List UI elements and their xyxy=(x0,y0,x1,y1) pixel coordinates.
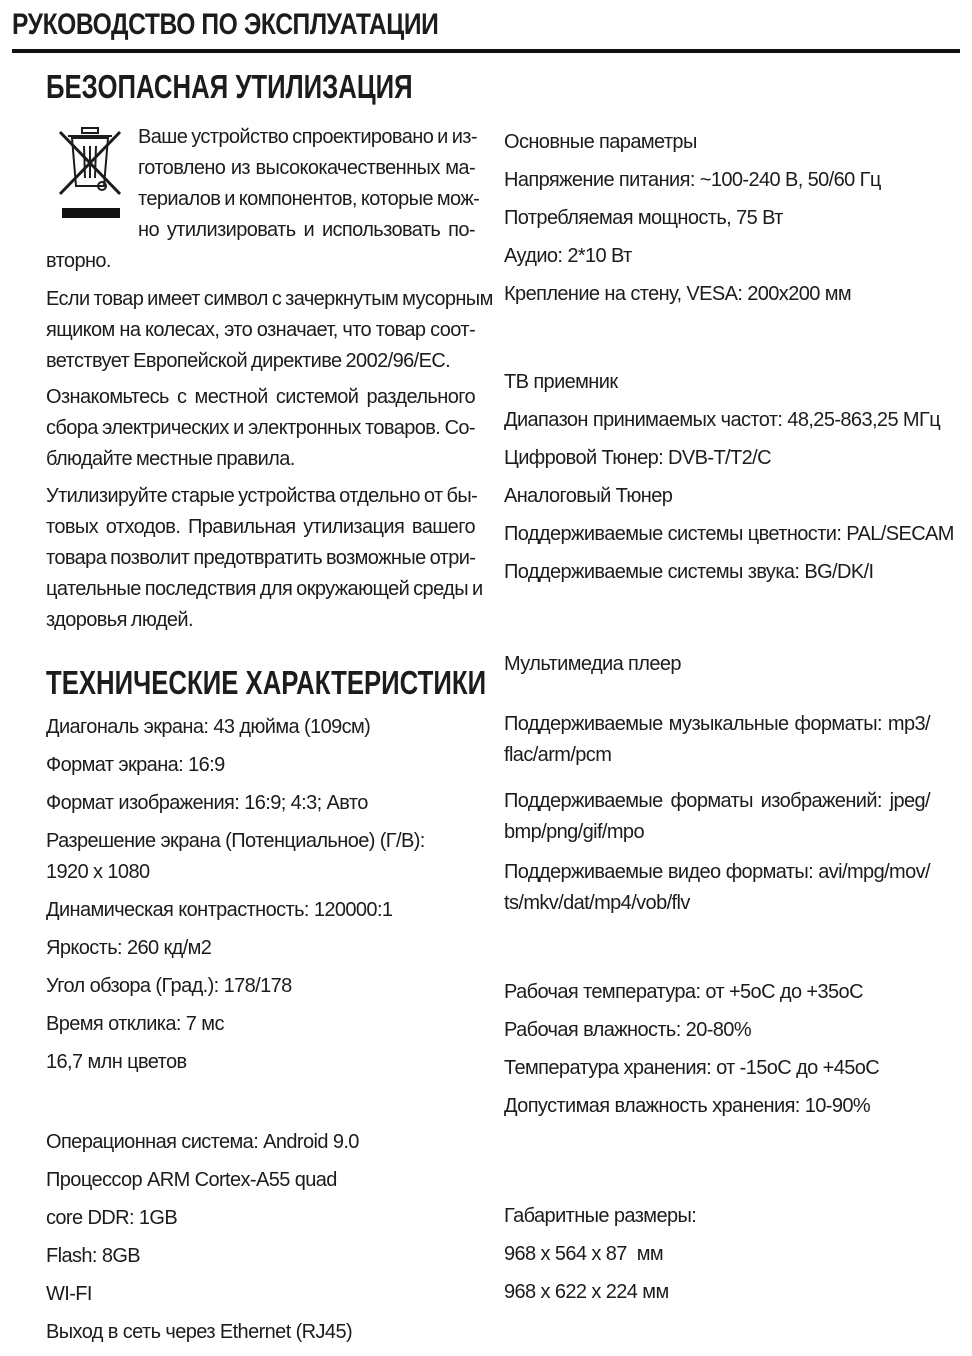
media-image-formats xyxy=(504,786,930,848)
spec-list-system xyxy=(46,1127,359,1355)
text-line: блюдайте местные правила. xyxy=(46,448,295,470)
text-line: товара позволит предотвратить возможные отри- xyxy=(46,547,476,569)
disposal-paragraph-1-end xyxy=(46,246,475,277)
text-line: bmp/png/gif/mpo xyxy=(504,821,644,843)
spec-line: 968 x 564 x 87 мм xyxy=(504,1243,664,1265)
spec-line: 968 x 622 x 224 мм xyxy=(504,1281,669,1303)
spec-line: Разрешение экрана (Потенциальное) (Г/В): xyxy=(46,830,425,852)
spec-line: Потребляемая мощность, 75 Вт xyxy=(504,207,783,229)
text-line: здоровья людей. xyxy=(46,609,193,631)
disposal-paragraph-2 xyxy=(46,284,493,377)
media-music-formats xyxy=(504,709,930,771)
spec-list-dimensions xyxy=(504,1201,696,1315)
text-line: готовлено из высококачественных ма- xyxy=(138,157,475,179)
spec-line: Время отклика: 7 мс xyxy=(46,1013,224,1035)
disposal-title: БЕЗОПАСНАЯ УТИЛИЗАЦИЯ xyxy=(46,68,413,105)
page-header-title: РУКОВОДСТВО ПО ЭКСПЛУАТАЦИИ xyxy=(12,8,439,41)
spec-list-environment xyxy=(504,977,879,1129)
text-line: Поддерживаемые видео форматы: avi/mpg/mov/ xyxy=(504,861,930,883)
spec-group-heading: Габаритные размеры: xyxy=(504,1205,697,1227)
spec-line: 1920 x 1080 xyxy=(46,861,150,883)
spec-line: Flash: 8GB xyxy=(46,1245,141,1267)
spec-line: Выход в сеть через Ethernet (RJ45) xyxy=(46,1321,353,1343)
spec-group-heading: ТВ приемник xyxy=(504,371,618,393)
spec-line: Динамическая контрастность: 120000:1 xyxy=(46,899,393,921)
text-line: ящиком на колесах, это означает, что товар соот- xyxy=(46,319,475,341)
spec-line: Диапазон принимаемых частот: 48,25-863,25 МГц xyxy=(504,409,941,431)
media-video-formats xyxy=(504,857,930,919)
text-line: товых отходов. Правильная утилизация вашего xyxy=(46,516,475,538)
spec-line: WI-FI xyxy=(46,1283,92,1305)
text-line: ветствует Европейской директиве 2002/96/ЕС. xyxy=(46,350,451,372)
media-title: Мультимедиа плеер xyxy=(504,653,681,675)
spec-line: core DDR: 1GB xyxy=(46,1207,178,1229)
spec-line: Крепление на стену, VESA: 200x200 мм xyxy=(504,283,852,305)
spec-line: Аналоговый Тюнер xyxy=(504,485,673,507)
spec-line: Температура хранения: от -15оС до +45оС xyxy=(504,1057,880,1079)
text-line: Ознакомьтесь с местной системой раздельного xyxy=(46,386,475,408)
disposal-paragraph-4 xyxy=(46,481,483,636)
text-line: териалов и компонентов, которые мож- xyxy=(138,188,480,210)
crossed-out-wheelie-bin-icon xyxy=(54,124,126,222)
spec-line: Диагональ экрана: 43 дюйма (109см) xyxy=(46,716,371,738)
text-line: flac/arm/pcm xyxy=(504,744,612,766)
specs-title: ТЕХНИЧЕСКИЕ ХАРАКТЕРИСТИКИ xyxy=(46,664,487,701)
text-line: Ваше устройство спроектировано и из- xyxy=(138,126,477,148)
spec-line: Допустимая влажность хранения: 10-90% xyxy=(504,1095,871,1117)
spec-line: Операционная система: Android 9.0 xyxy=(46,1131,359,1153)
spec-line: Цифровой Тюнер: DVB-T/T2/C xyxy=(504,447,771,469)
text-line: Поддерживаемые форматы изображений: jpeg/ xyxy=(504,790,930,812)
spec-line: Угол обзора (Град.): 178/178 xyxy=(46,975,292,997)
spec-line: Напряжение питания: ~100-240 В, 50/60 Гц xyxy=(504,169,881,191)
spec-line: Поддерживаемые системы звука: BG/DK/I xyxy=(504,561,874,583)
text-line: Если товар имеет символ с зачеркнутым мусорным xyxy=(46,288,493,310)
spec-group-heading: Основные параметры xyxy=(504,131,697,153)
text-line: Утилизируйте старые устройства отдельно от бы- xyxy=(46,485,478,507)
text-line: сбора электрических и электронных товаров. Со- xyxy=(46,417,475,439)
spec-line: Формат изображения: 16:9; 4:3; Авто xyxy=(46,792,368,814)
spec-line: Формат экрана: 16:9 xyxy=(46,754,225,776)
header-divider xyxy=(12,49,960,53)
spec-list-tv xyxy=(504,367,954,595)
spec-line: Яркость: 260 кд/м2 xyxy=(46,937,212,959)
spec-line: Рабочая влажность: 20-80% xyxy=(504,1019,752,1041)
spec-line: 16,7 млн цветов xyxy=(46,1051,187,1073)
spec-line: Рабочая температура: от +5оС до +35оС xyxy=(504,981,863,1003)
spec-line: Процессор ARM Cortex-A55 quad xyxy=(46,1169,337,1191)
text-line: цательные последствия для окружающей среды и xyxy=(46,578,483,600)
spec-line: Аудио: 2*10 Вт xyxy=(504,245,632,267)
text-line: вторно. xyxy=(46,250,111,272)
disposal-paragraph-3 xyxy=(46,382,475,475)
text-line: но утилизировать и использовать по- xyxy=(138,219,475,241)
text-line: Поддерживаемые музыкальные форматы: mp3/ xyxy=(504,713,930,735)
text-line: ts/mkv/dat/mp4/vob/flv xyxy=(504,892,690,914)
disposal-paragraph-1 xyxy=(138,122,480,246)
spec-list-main xyxy=(504,127,881,317)
spec-line: Поддерживаемые системы цветности: PAL/SECAM xyxy=(504,523,954,545)
spec-list-display xyxy=(46,712,425,1085)
